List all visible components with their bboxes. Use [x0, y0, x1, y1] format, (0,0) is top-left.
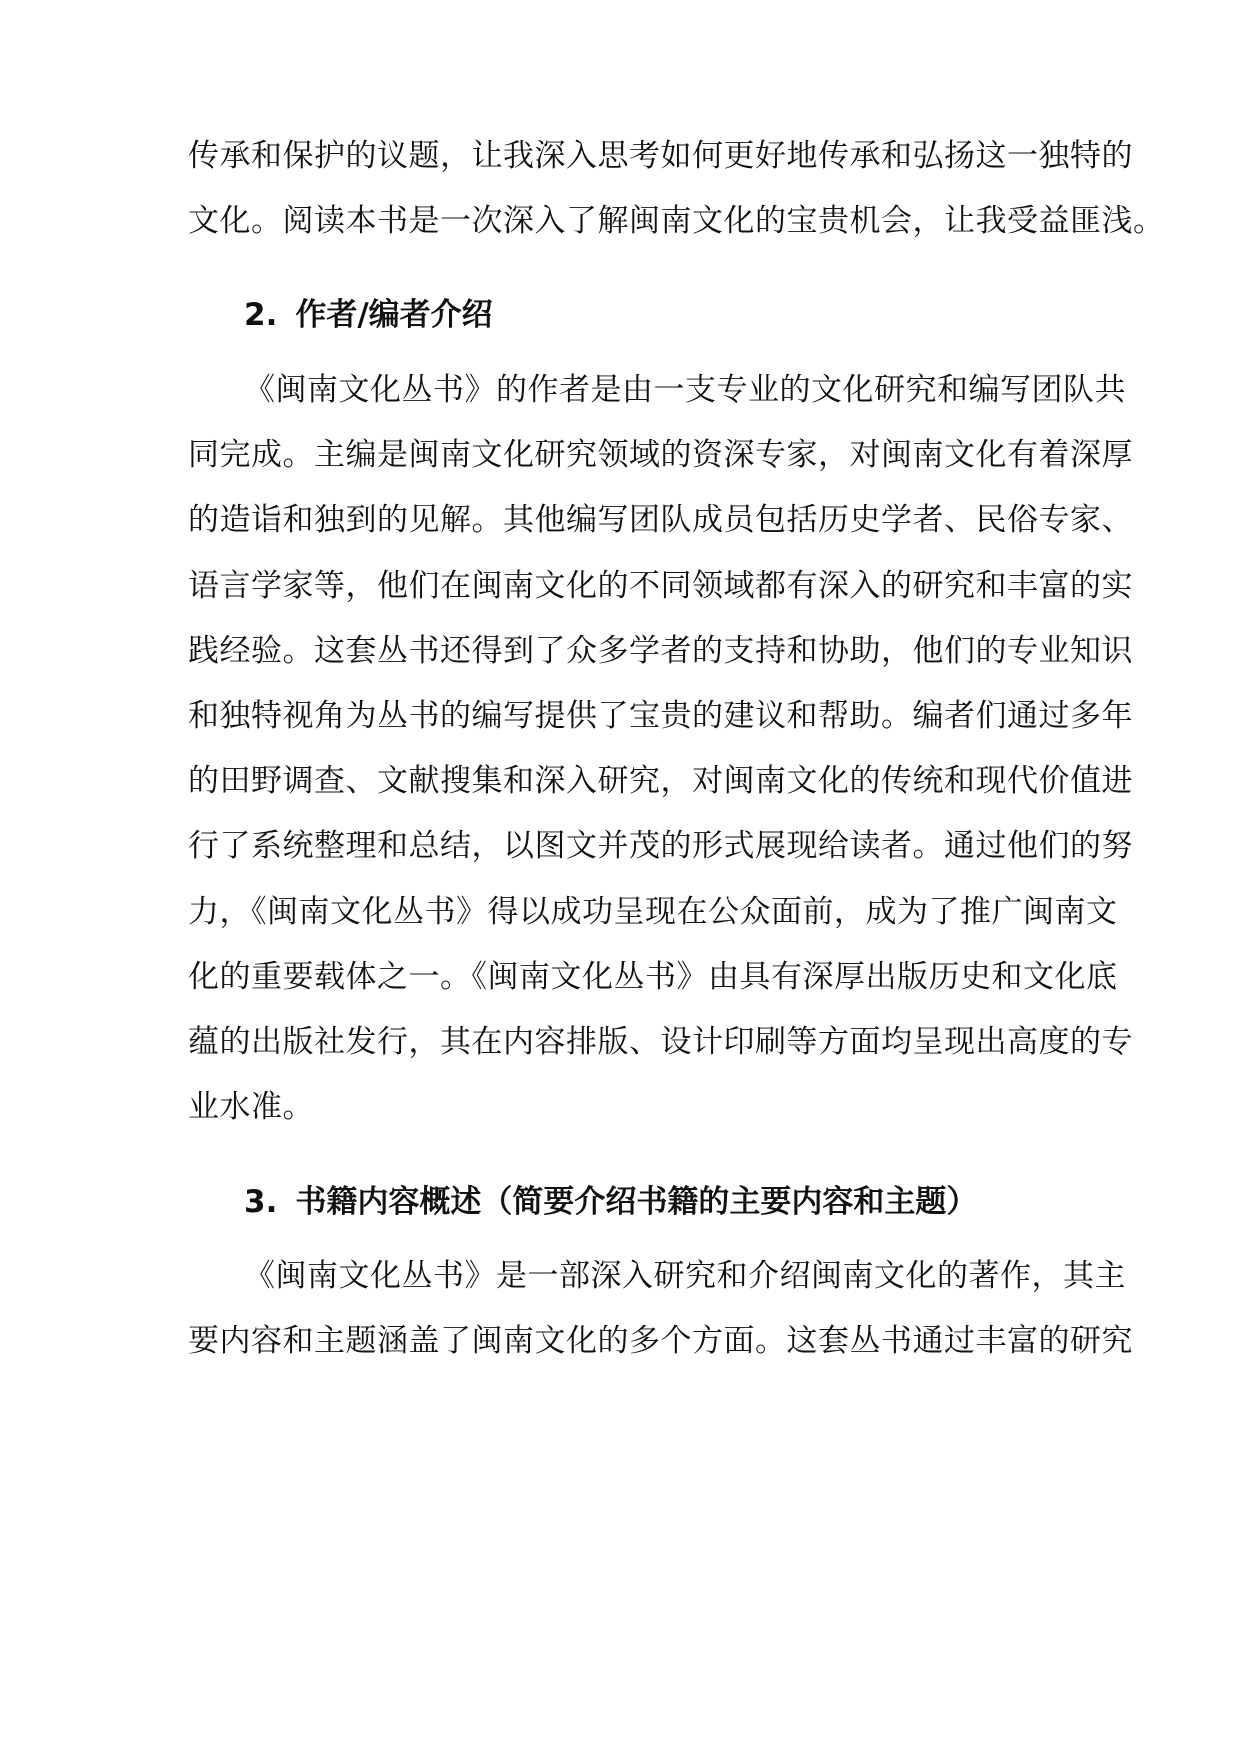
body-text-line: 化的重要载体之一。《闽南文化丛书》由具有深厚出版历史和文化底 — [188, 959, 1118, 995]
section-heading-content-overview — [244, 1180, 977, 1224]
section-number: 3. — [244, 1184, 278, 1220]
body-text-line: 行了系统整理和总结，以图文并茂的形式展现给读者。通过他们的努 — [188, 828, 1133, 864]
body-text-line: 力，《闽南文化丛书》得以成功呈现在公众面前，成为了推广闽南文 — [188, 894, 1118, 930]
body-text-line: 《闽南文化丛书》的作者是由一支专业的文化研究和编写团队共 — [244, 372, 1126, 408]
body-text-line: 文化。阅读本书是一次深入了解闽南文化的宝贵机会，让我受益匪浅。 — [188, 203, 1165, 239]
body-text-line: 传承和保护的议题，让我深入思考如何更好地传承和弘扬这一独特的 — [188, 138, 1133, 174]
body-text-line: 语言学家等，他们在闽南文化的不同领域都有深入的研究和丰富的实 — [188, 568, 1133, 604]
body-text-line: 业水准。 — [188, 1089, 314, 1125]
section-heading-author — [244, 293, 493, 337]
body-text-line: 的田野调查、文献搜集和深入研究，对闽南文化的传统和现代价值进 — [188, 763, 1133, 799]
body-text-line: 《闽南文化丛书》是一部深入研究和介绍闽南文化的著作，其主 — [244, 1258, 1126, 1294]
body-text-line: 要内容和主题涵盖了闽南文化的多个方面。这套丛书通过丰富的研究 — [188, 1323, 1133, 1359]
section-title: 书籍内容概述（简要介绍书籍的主要内容和主题） — [295, 1184, 978, 1220]
body-text-line: 同完成。主编是闽南文化研究领域的资深专家，对闽南文化有着深厚 — [188, 437, 1133, 473]
body-text-line: 和独特视角为丛书的编写提供了宝贵的建议和帮助。编者们通过多年 — [188, 698, 1133, 734]
body-text-line: 蕴的出版社发行，其在内容排版、设计印刷等方面均呈现出高度的专 — [188, 1024, 1133, 1060]
body-text-line: 的造诣和独到的见解。其他编写团队成员包括历史学者、民俗专家、 — [188, 502, 1133, 538]
section-number: 2. — [244, 297, 278, 333]
body-text-line: 践经验。这套丛书还得到了众多学者的支持和协助，他们的专业知识 — [188, 633, 1133, 669]
section-title: 作者/编者介绍 — [295, 297, 493, 333]
